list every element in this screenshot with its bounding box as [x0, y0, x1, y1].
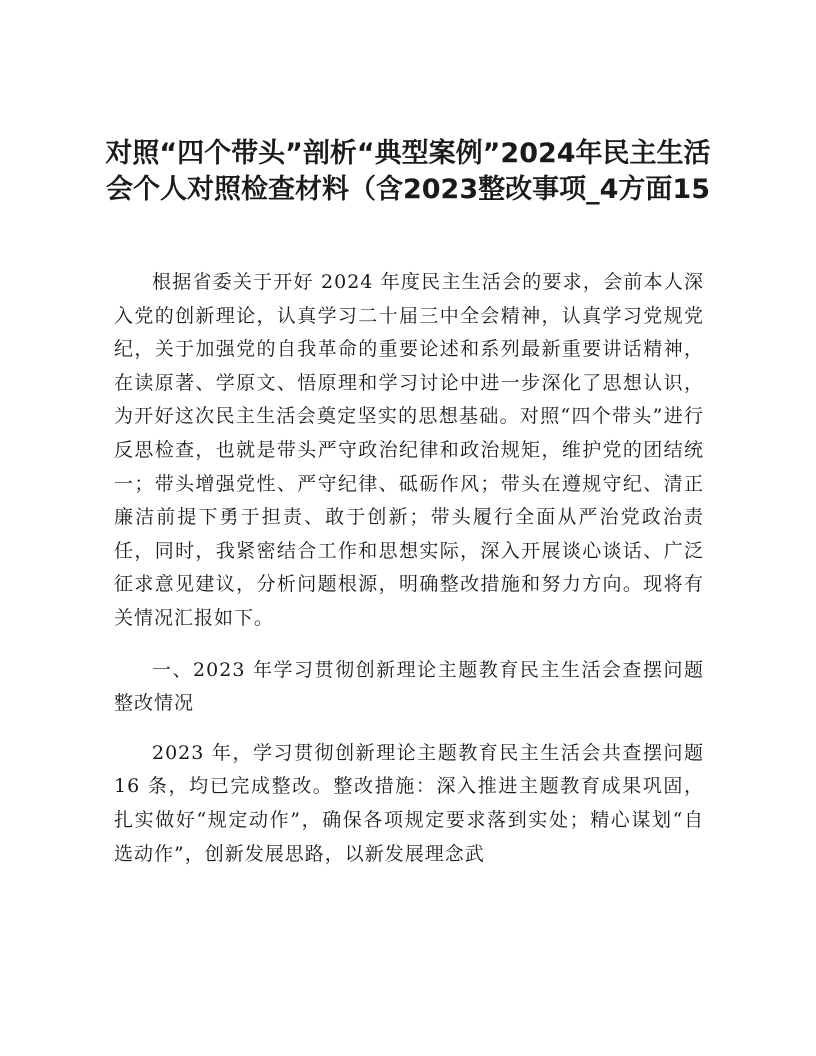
paragraph-intro: 根据省委关于开好 2024 年度民主生活会的要求，会前本人深入党的创新理论，认真学习二十届三中全会精神，认真学习党规党纪，关于加强党的自我革命的重要论述和系列最新重要讲话精神，在读原著、学原文、悟原理和学习讨论中进一步深化了思想认识，为开好这次民主生活会奠定坚实的思想基础。对照“四个带头”进行反思检查，也就是带头严守政治纪律和政治规矩，维护党的团结统一；带头增强党性、严守纪律、砥砺作风；带头在遵规守纪、清正廉洁前提下勇于担责、敢于创新；带头履行全面从严治党政治责任，同时，我紧密结合工作和思想实际，深入开展谈心谈话、广泛征求意见建议，分析问题根源，明确整改措施和努力方向。现将有关情况汇报如下。 [114, 271, 704, 629]
document-body [114, 266, 704, 889]
section-heading-1: 一、2023 年学习贯彻创新理论主题教育民主生活会查摆问题整改情况 [114, 658, 704, 715]
document-title: 对照“四个带头”剖析“典型案例”2024年民主生活会个人对照检查材料（含2023整改事项_4方面15 [105, 138, 711, 205]
paragraph-rectification: 2023 年，学习贯彻创新理论主题教育民主生活会共查摆问题 16 条，均已完成整改。整改措施：深入推进主题教育成果巩固，扎实做好“规定动作”，确保各项规定要求落到实处；精心谋划“自选动作”，创新发展思路，以新发展理念武 [114, 741, 704, 865]
